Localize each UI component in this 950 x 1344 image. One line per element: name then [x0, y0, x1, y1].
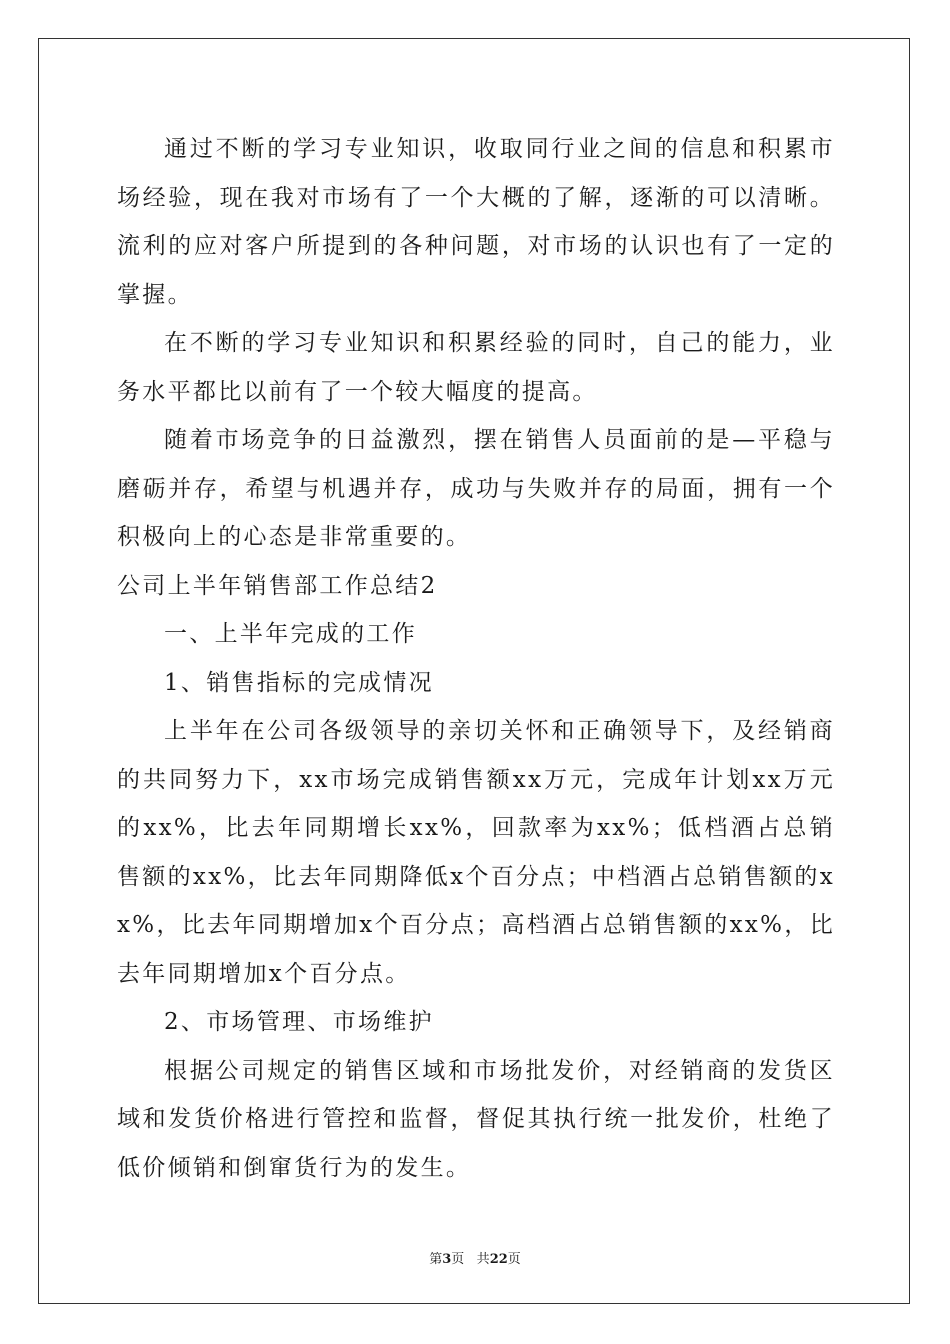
total-prefix: 共	[476, 1252, 490, 1267]
paragraph-2: 在不断的学习专业知识和积累经验的同时，自己的能力，业务水平都比以前有了一个较大幅度的提高。	[117, 330, 835, 405]
paragraph-market-management: 根据公司规定的销售区域和市场批发价，对经销商的发货区域和发货价格进行管控和监督，督促其执行统一批发价，杜绝了低价倾销和倒窜货行为的发生。	[117, 1057, 835, 1181]
section-title: 公司上半年销售部工作总结2	[117, 572, 438, 599]
subheading-1: 1、销售指标的完成情况	[164, 669, 434, 696]
page-prefix: 第	[429, 1252, 443, 1267]
total-pages: 22	[489, 1252, 508, 1267]
paragraph-3: 随着市场竞争的日益激烈，摆在销售人员面前的是—平稳与磨砺并存，希望与机遇并存，成功与失败并存的局面，拥有一个积极向上的心态是非常重要的。	[117, 427, 835, 550]
total-suffix: 页	[507, 1252, 521, 1267]
subheading-2: 2、市场管理、市场维护	[164, 1009, 434, 1035]
page-number: 3	[442, 1252, 452, 1267]
section-heading-1: 一、上半年完成的工作	[164, 621, 417, 647]
page-suffix: 页	[451, 1252, 465, 1267]
paragraph-sales-results: 上半年在公司各级领导的亲切关怀和正确领导下，及经销商的共同努力下，xx市场完成销售额xx万元，完成年计划xx万元的xx%，比去年同期增长xx%，回款率为xx%；低档酒占总销售额的xx%，比去年同期降低x个百分点；中档酒占总销售额的xx%，比去年同期增加x个百分点；高档酒占总销售额的xx%，比去年同期增加x个百分点。	[117, 718, 835, 987]
paragraph-1: 通过不断的学习专业知识，收取同行业之间的信息和积累市场经验，现在我对市场有了一个大概的了解，逐渐的可以清晰。流利的应对客户所提到的各种问题，对市场的认识也有了一定的掌握。	[117, 136, 835, 308]
document-body	[117, 125, 835, 1192]
page-footer	[0, 1248, 950, 1267]
